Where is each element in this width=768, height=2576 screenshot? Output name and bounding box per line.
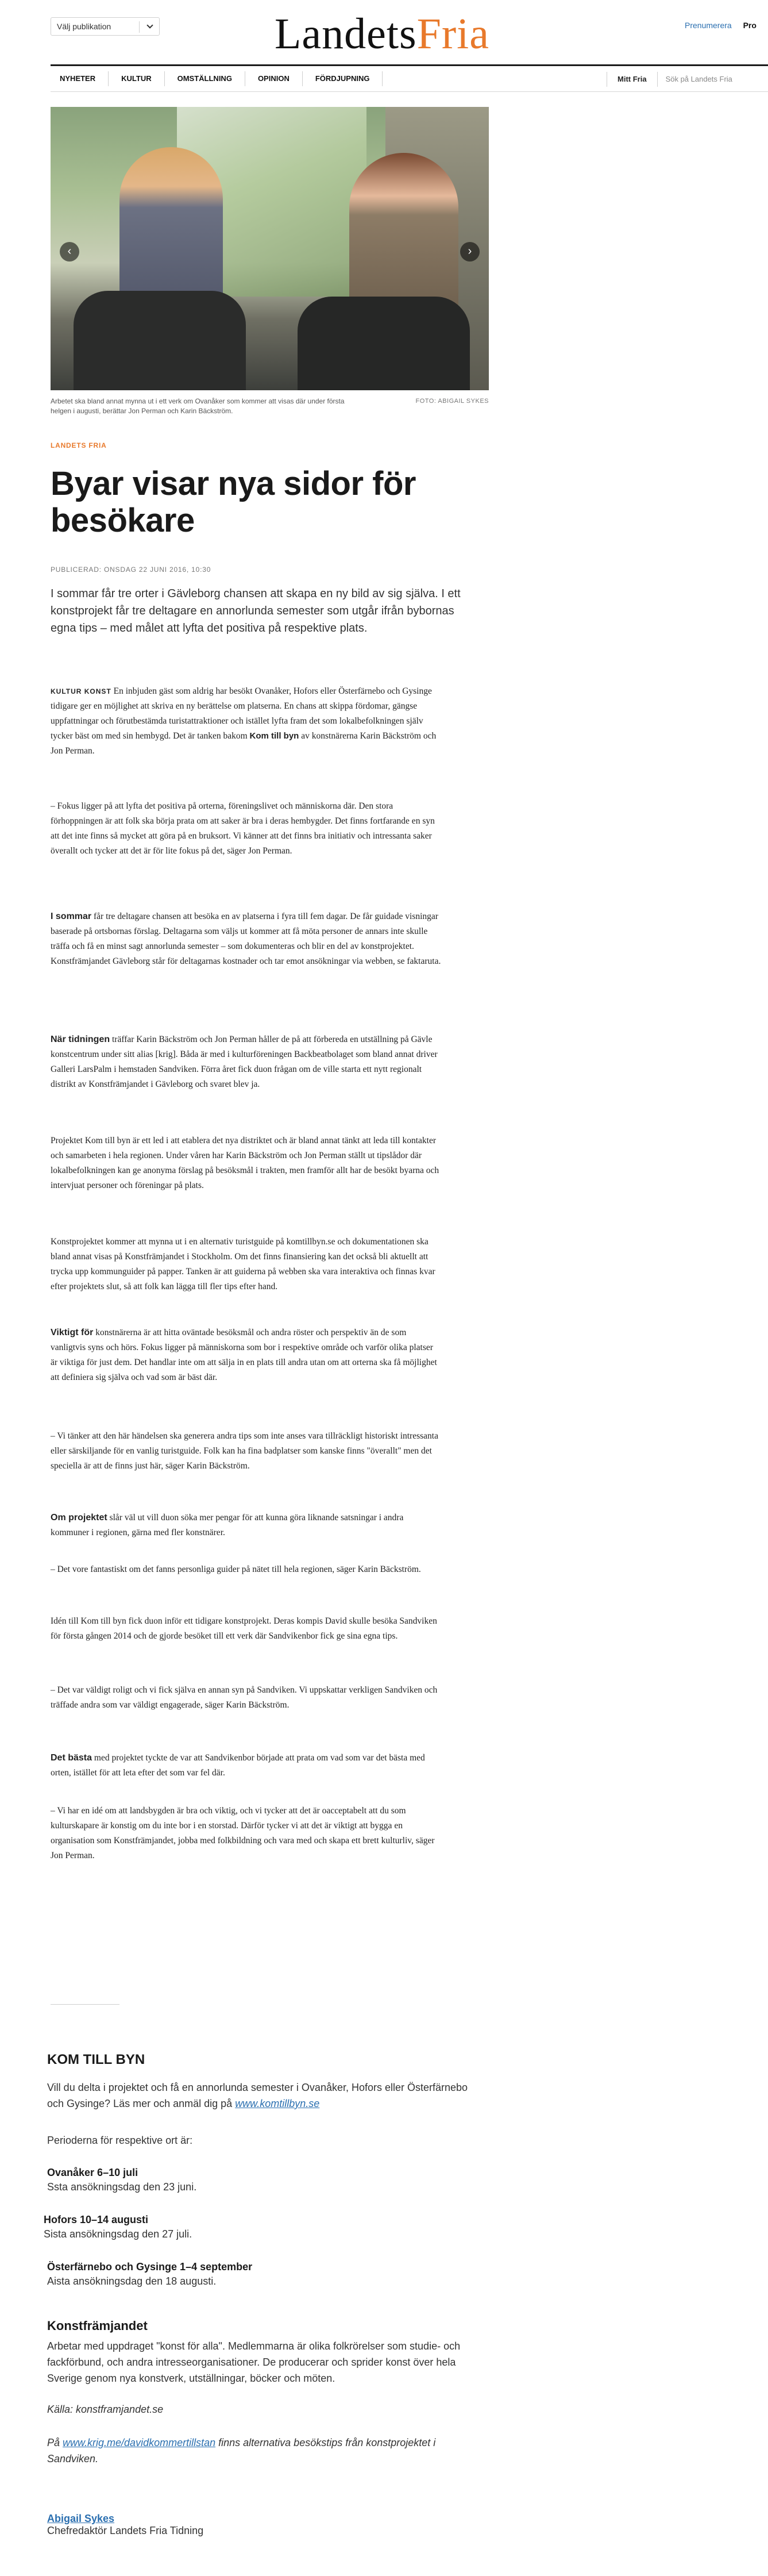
konstframjandet-text: Arbetar med uppdraget "konst för alla". Medlemmarna är olika folkrörelser som studie- och fackförbund, och andra intresseorganisationer. De producerar och sprider konst över hela Sverige genom nya konstverk, utställningar, böcker och möten.	[47, 2340, 461, 2384]
paragraph-lead: Viktigt för	[51, 1328, 94, 1337]
mitt-fria-link[interactable]: Mitt Fria	[607, 72, 658, 87]
author-title: Chefredaktör Landets Fria Tidning	[47, 2525, 204, 2536]
period-deadline: Ssta ansökningsdag den 23 juni.	[47, 2181, 197, 2193]
subscribe-link[interactable]: Prenumerera	[685, 21, 732, 30]
alt-suffix: finns alternativa besökstips från konstprojektet i Sandviken.	[47, 2437, 436, 2464]
nav-item-nyheter[interactable]: NYHETER	[51, 71, 109, 86]
author-block	[47, 2513, 484, 2537]
project-name: Kom till byn	[249, 731, 299, 741]
period-osterfarnebo	[47, 2261, 484, 2289]
main-nav	[51, 64, 768, 92]
factbox-intro-text: Vill du delta i projektet och få en annorlunda semester i Ovanåker, Hofors eller Österfärnebo och Gysinge? Läs mer och anmäl dig på	[47, 2082, 468, 2109]
top-links	[685, 21, 757, 30]
search-input[interactable]: Sök på Landets Fria	[665, 75, 732, 83]
body-paragraph: – Vi har en idé om att landsbygden är bra och viktig, och vi tycker att det är oacceptabelt att du som kulturskapare är konstig om du inte bor i en storstad. Därför tycker vi att det är viktigt att bygga en organisation som Konstfrämjandet, jobba med folkbildning och vara med och skapa ett brett kulturliv, säger Jon Perman.	[51, 1806, 435, 1860]
period-deadline: Aista ansökningsdag den 18 augusti.	[47, 2275, 217, 2287]
paragraph-text: träffar Karin Bäckström och Jon Perman håller de på att förbereda en utställning på Gävle konstcentrum under sitt alias [krig]. Båda är med i kulturföreningen Backbeatbolaget som bland annat driver Galleri LarsPalm i hemstaden Sandviken. Förra året fick duon frågan om de ville starta ett nytt regionalt distrikt av Konstfrämjandet i Gävleborg och svaret blev ja.	[51, 1035, 438, 1089]
period-hofors	[44, 2214, 480, 2242]
paragraph-text: får tre deltagare chansen att besöka en av platserna i fyra till fem dagar. De får guidade visningar baserade på ortsbornas förslag. Deltagarna som väljs ut kommer att få möta personer de annars inte skulle träffa och få en minst sagt annorlunda semester – som dokumenteras och blir en del av konstprojektet. Konstfrämjandet Gävleborg står för deltagarnas kostnader och tar emot ansökningar via webben, se faktaruta.	[51, 912, 441, 966]
image-caption	[51, 397, 489, 416]
body-paragraph: – Fokus ligger på att lyfta det positiva på orterna, föreningslivet och människorna där. Den stora förhoppningen är att folk ska börja prata om att saker är bra i deras hembygder. Det finns fortfarande en syn att det inte finns så mycket att göra på en bruksort. Vi känner att det finns bra initiativ och intressanta saker överallt och tycker att det är för lite fokus på det, säger Jon Perman.	[51, 801, 435, 856]
paragraph-text: konstnärerna är att hitta oväntade besöksmål och andra röster och perspektiv än de som vanligtvis syns och hörs. Fokus ligger på människorna som bor i respektive område och varför olika platser är viktiga för just dem. Det handlar inte om att sälja in en plats till andra utan om att orterna ska få möjlighet att definiera sig själva och vad som är bäst där.	[51, 1328, 437, 1382]
source-text: Källa: konstframjandet.se	[47, 2404, 164, 2415]
masthead	[0, 0, 768, 63]
factbox-alt-tips	[47, 2435, 484, 2467]
paragraph-text: av konstnärerna Karin Bäckström och Jon Perman.	[51, 731, 437, 756]
komtillbyn-link[interactable]: www.komtillbyn.se	[235, 2098, 320, 2109]
paragraph-label: KULTUR KONST	[51, 687, 111, 695]
paragraph-text: med projektet tyckte de var att Sandvikenbor började att prata om vad som var det bästa med orten, istället för att leta efter det som var fel där.	[51, 1753, 425, 1778]
body-paragraph: – Det vore fantastiskt om det fanns personliga guider på nätet till hela regionen, säger Karin Bäckström.	[51, 1564, 421, 1574]
publication-select-label: Välj publikation	[57, 22, 111, 31]
next-arrow-icon[interactable]: ›	[460, 242, 480, 262]
hero-chair-right	[298, 297, 470, 390]
publication-select[interactable]	[51, 17, 160, 36]
body-paragraph	[51, 909, 441, 969]
body-paragraph: Projektet Kom till byn är ett led i att etablera det nya distriktet och är bland annat tänkt att leda till kontakter och samarbeten i hela regionen. Under våren har Karin Bäckström och Jon Perman ställt ut tipslådor där lokalbefolkningen kan ge anonyma förslag på besöksmål i trakten, men framför allt har de besökt byarna och intervjuat personer och föreningar på plats.	[51, 1136, 439, 1190]
body-paragraph	[51, 1510, 441, 1540]
body-paragraph	[51, 684, 441, 759]
article-kicker[interactable]: LANDETS FRIA	[51, 441, 107, 449]
body-paragraph	[51, 1032, 441, 1092]
photo-credit: FOTO: ABIGAIL SYKES	[415, 398, 489, 405]
paragraph-text: slår väl ut vill duon söka mer pengar för att kunna göra liknande satsningar i andra kommuner i regionen, gärna med fler konstnärer.	[51, 1513, 404, 1537]
published-date: PUBLICERAD: ONSDAG 22 JUNI 2016, 10:30	[51, 566, 211, 574]
alt-prefix: På	[47, 2437, 63, 2448]
factbox-title	[47, 2052, 484, 2068]
hero-chair-left	[74, 291, 246, 390]
konstframjandet-heading: Konstfrämjandet	[47, 2319, 148, 2333]
paragraph-text: En inbjuden gäst som aldrig har besökt Ovanåker, Hofors eller Österfärnebo och Gysinge tidigare ger en möjlighet att skriva en ny berättelse om platserna. En chans att skippa fördomar, gängse uppfattningar och förutbestämda turistattraktioner och istället lyfta fram det som lokalbefolkningen själv tycker bäst om med sin hembygd. Det är tanken bakom	[51, 686, 432, 741]
caption-text: Arbetet ska bland annat mynna ut i ett verk om Ovanåker som kommer att visas där under första helgen i augusti, berättar Jon Perman och Karin Bäckström.	[51, 397, 345, 415]
article-headline: Byar visar nya sidor för besökare	[51, 465, 416, 539]
nav-item-opinion[interactable]: OPINION	[245, 71, 303, 86]
prev-arrow-icon[interactable]: ‹	[60, 242, 79, 262]
paragraph-lead: I sommar	[51, 912, 92, 921]
body-paragraph: Konstprojektet kommer att mynna ut i en alternativ turistguide på komtillbyn.se och dokumentationen ska bland annat visas på Konstfrämjandet i Stockholm. Om det finns finansiering kan det också bli aktuellt att trycka upp kommunguider på papper. Tanken är att guiderna på webben ska vara interaktiva och finnas kvar efter projektets slut, så att folk kan lägga till fler tips efter hand.	[51, 1237, 435, 1291]
nav-item-kultur[interactable]: KULTUR	[109, 71, 164, 86]
nav-item-omstallning[interactable]: OMSTÄLLNING	[165, 71, 245, 86]
nav-right	[607, 66, 732, 92]
select-divider	[139, 21, 140, 33]
body-paragraph	[51, 1325, 441, 1385]
body-paragraph	[51, 1751, 441, 1781]
chevron-down-icon	[146, 22, 153, 28]
author-name[interactable]: Abigail Sykes	[47, 2513, 115, 2524]
site-logo[interactable]	[275, 8, 489, 60]
period-place: Österfärnebo och Gysinge 1–4 september	[47, 2261, 253, 2273]
nav-item-fordjupning[interactable]: FÖRDJUPNING	[303, 71, 383, 86]
body-paragraph: – Det var väldigt roligt och vi fick själva en annan syn på Sandviken. Vi uppskattar verkligen Sandviken och träffade andra som var väldigt engagerade, säger Karin Bäckström.	[51, 1685, 438, 1710]
period-place: Hofors 10–14 augusti	[44, 2214, 149, 2225]
periods-label: Perioderna för respektive ort är:	[47, 2135, 193, 2146]
krig-link[interactable]: www.krig.me/davidkommertillstan	[63, 2437, 216, 2448]
period-place: Ovanåker 6–10 juli	[47, 2167, 138, 2178]
logo-part-fria: Fria	[416, 10, 490, 58]
factbox-konstframjandet	[47, 2319, 484, 2386]
factbox-intro	[47, 2079, 484, 2112]
logo-part-landets: Landets	[275, 10, 417, 58]
factbox-periods	[47, 2132, 484, 2148]
period-ovanaker	[47, 2167, 484, 2195]
paragraph-lead: När tidningen	[51, 1035, 110, 1044]
paragraph-lead: Det bästa	[51, 1753, 92, 1763]
hero-image	[51, 107, 489, 390]
article-ingress: I sommar får tre orter i Gävleborg chansen att skapa en ny bild av sig själva. I ett konstprojekt får tre deltagare en annorlunda semester som utgår ifrån bybornas egna tips – med målet att lyfta det positiva på respektive plats.	[51, 587, 461, 635]
factbox-heading: KOM TILL BYN	[47, 2052, 145, 2067]
body-paragraph: – Vi tänker att den här händelsen ska generera andra tips som inte anses vara tillräckligt historiskt intressanta eller särskiljande för en vanlig turistguide. Folk kan ha fina badplatser som kanske finns "överallt" men det speciella är att de finns just här, säger Karin Bäckström.	[51, 1431, 438, 1471]
factbox-source	[47, 2401, 484, 2417]
pro-link[interactable]: Pro	[743, 21, 757, 30]
paragraph-lead: Om projektet	[51, 1513, 107, 1522]
article-divider	[51, 2004, 119, 2005]
period-deadline: Sista ansökningsdag den 27 juli.	[44, 2228, 192, 2240]
body-paragraph: Idén till Kom till byn fick duon inför ett tidigare konstprojekt. Deras kompis David skulle besöka Sandviken för första gången 2014 och de gjorde besöket till ett verk där Sandvikenbor fick ge sina egna tips.	[51, 1616, 437, 1641]
